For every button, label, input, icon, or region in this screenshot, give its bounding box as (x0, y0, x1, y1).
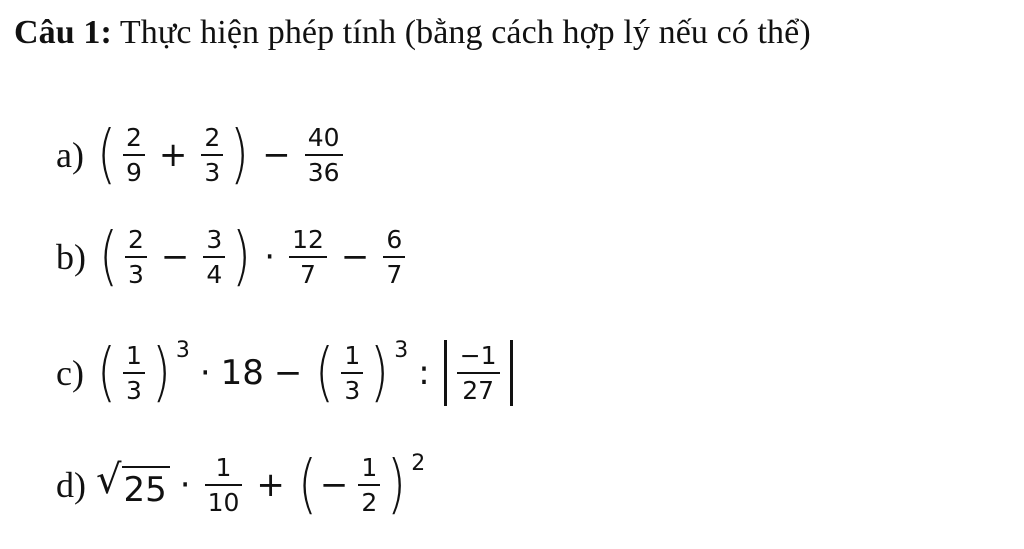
problem-label: d) (56, 465, 86, 505)
expression (96, 220, 409, 294)
numerator: 1 (344, 341, 361, 370)
operator: − (340, 237, 370, 277)
right-paren: ) (230, 118, 250, 192)
question-text: Thực hiện phép tính (bằng cách hợp lý nếu có thể) (119, 14, 811, 51)
problem-label: b) (56, 237, 86, 277)
fraction (289, 227, 327, 287)
denominator: 2 (361, 488, 378, 517)
fraction (305, 125, 343, 185)
fraction (457, 343, 500, 403)
problem-label: a) (56, 135, 84, 175)
operator: + (158, 135, 188, 175)
denominator: 36 (307, 158, 340, 187)
denominator: 3 (127, 260, 144, 289)
right-paren: ) (387, 448, 407, 522)
denominator: 7 (386, 260, 403, 289)
problem-a (56, 100, 347, 210)
exponent: 3 (175, 338, 190, 363)
left-paren: ( (97, 118, 116, 192)
denominator: 10 (207, 488, 240, 517)
problem-heading (14, 14, 811, 52)
numerator: 12 (292, 225, 324, 254)
expression (94, 118, 347, 192)
left-paren: ( (315, 336, 335, 410)
problem-label: c) (56, 353, 84, 393)
absolute-value (444, 340, 513, 406)
fraction (123, 125, 145, 185)
left-paren: ( (97, 336, 116, 410)
numerator: 2 (204, 123, 221, 152)
radicand: 25 (122, 466, 170, 510)
left-paren: ( (298, 448, 317, 522)
fraction (341, 343, 363, 403)
fraction (123, 343, 145, 403)
fraction (203, 227, 225, 287)
operator: − (160, 237, 190, 277)
exponent: 3 (394, 338, 409, 363)
operator: · (179, 465, 191, 505)
numerator: 3 (206, 225, 223, 254)
problem-c (56, 318, 513, 428)
fraction (205, 455, 243, 515)
right-paren: ) (232, 220, 252, 294)
operator: − (262, 135, 291, 175)
integer: 18 (220, 353, 264, 393)
problem-b (56, 202, 409, 312)
denominator: 3 (204, 158, 221, 187)
numerator: 2 (125, 123, 142, 152)
denominator: 27 (462, 376, 495, 405)
operator: + (256, 465, 285, 505)
denominator: 3 (125, 376, 142, 405)
numerator: 1 (215, 453, 232, 482)
radical-sign: √ (96, 457, 122, 503)
fraction (383, 227, 405, 287)
expression (94, 336, 513, 410)
question-label: Câu 1: (14, 14, 112, 51)
square-root (96, 457, 170, 510)
numerator: 2 (127, 225, 144, 254)
numerator: 1 (125, 341, 142, 370)
operator: · (264, 237, 276, 277)
numerator: −1 (459, 341, 497, 370)
expression (96, 448, 426, 522)
operator: − (273, 353, 303, 393)
problem-d (56, 430, 425, 540)
right-paren: ) (151, 336, 171, 410)
numerator: 40 (307, 123, 340, 152)
fraction (358, 455, 380, 515)
fraction (125, 227, 147, 287)
left-paren: ( (99, 220, 118, 294)
numerator: 1 (361, 453, 378, 482)
right-paren: ) (370, 336, 390, 410)
exponent: 2 (411, 451, 426, 476)
denominator: 7 (300, 260, 316, 289)
numerator: 6 (386, 225, 403, 254)
operator: · (199, 353, 211, 393)
denominator: 9 (125, 158, 142, 187)
operator: : (418, 353, 430, 393)
fraction (201, 125, 223, 185)
denominator: 4 (206, 260, 223, 289)
denominator: 3 (344, 376, 361, 405)
negative-sign: − (319, 465, 349, 505)
